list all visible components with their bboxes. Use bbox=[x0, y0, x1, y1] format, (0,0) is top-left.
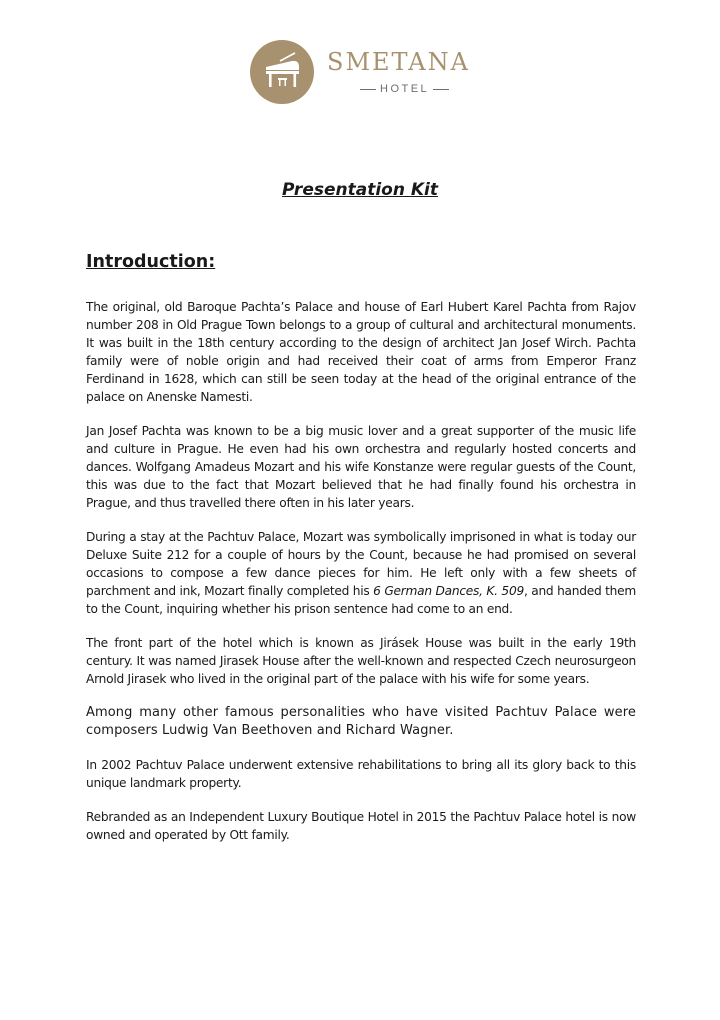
paragraph-mozart bbox=[86, 528, 636, 618]
piano-icon bbox=[250, 40, 314, 104]
paragraph-composers: Among many other famous personalities who have visited Pachtuv Palace were composers Ludwig Van Beethoven and Richard Wagner. bbox=[86, 705, 636, 738]
paragraph-music: Jan Josef Pachta was known to be a big music lover and a great supporter of the music life and culture in Prague. He even had his own orchestra and regularly hosted concerts and dances. Wolfgang Amadeus Mozart and his wife Konstanze were regular guests of the Count, this was due to the fact that Mozart believed that he had finally found his orchestra in Prague, and thus travelled there often in his later years. bbox=[86, 424, 636, 510]
logo-wordmark: SMETANA bbox=[327, 48, 470, 76]
document-title: Presentation Kit bbox=[282, 180, 438, 200]
work-title: 6 German Dances, K. 509 bbox=[373, 584, 524, 598]
logo-rule-right bbox=[433, 89, 449, 90]
paragraph-history: The original, old Baroque Pachta’s Palace and house of Earl Hubert Karel Pachta from Rajov number 208 in Old Prague Town belongs to a group of cultural and architectural monuments. It was built in the 18th century according to the design of architect Jan Josef Wirch. Pachta family were of noble origin and had received their coat of arms from Emperor Franz Ferdinand in 1628, which can still be seen today at the head of the original entrance of the palace on Anenske Namesti. bbox=[86, 300, 636, 404]
hotel-logo bbox=[250, 40, 480, 106]
paragraph-jirasek-house: The front part of the hotel which is known as Jirásek House was built in the early 19th century. It was named Jirasek House after the well-known and respected Czech neurosurgeon Arnold Jirasek who lived in the original part of the palace with his wife for some years. bbox=[86, 636, 636, 686]
paragraph-rebranding: Rebranded as an Independent Luxury Boutique Hotel in 2015 the Pachtuv Palace hotel is now owned and operated by Ott family. bbox=[86, 810, 636, 842]
logo-subtitle-text: HOTEL bbox=[380, 83, 430, 95]
paragraph-mozart-end: , and handed them to the Count, inquiring whether his prison sentence had come to an end. bbox=[86, 584, 636, 616]
paragraph-mozart-start: During a stay at the Pachtuv Palace, Mozart was symbolically imprisoned in what is today our Deluxe Suite 212 for a couple of hours by the Count, because he had promised on several occasions to compose a few dance pieces for him. He left only with a few sheets of parchment and ink, Mozart finally completed his bbox=[86, 530, 636, 598]
document-body bbox=[86, 298, 636, 860]
paragraph-rehabilitation: In 2002 Pachtuv Palace underwent extensive rehabilitations to bring all its glory back to this unique landmark property. bbox=[86, 758, 636, 790]
logo-rule-left bbox=[360, 89, 376, 90]
section-heading: Introduction: bbox=[86, 252, 216, 272]
logo-subtitle bbox=[356, 83, 453, 95]
